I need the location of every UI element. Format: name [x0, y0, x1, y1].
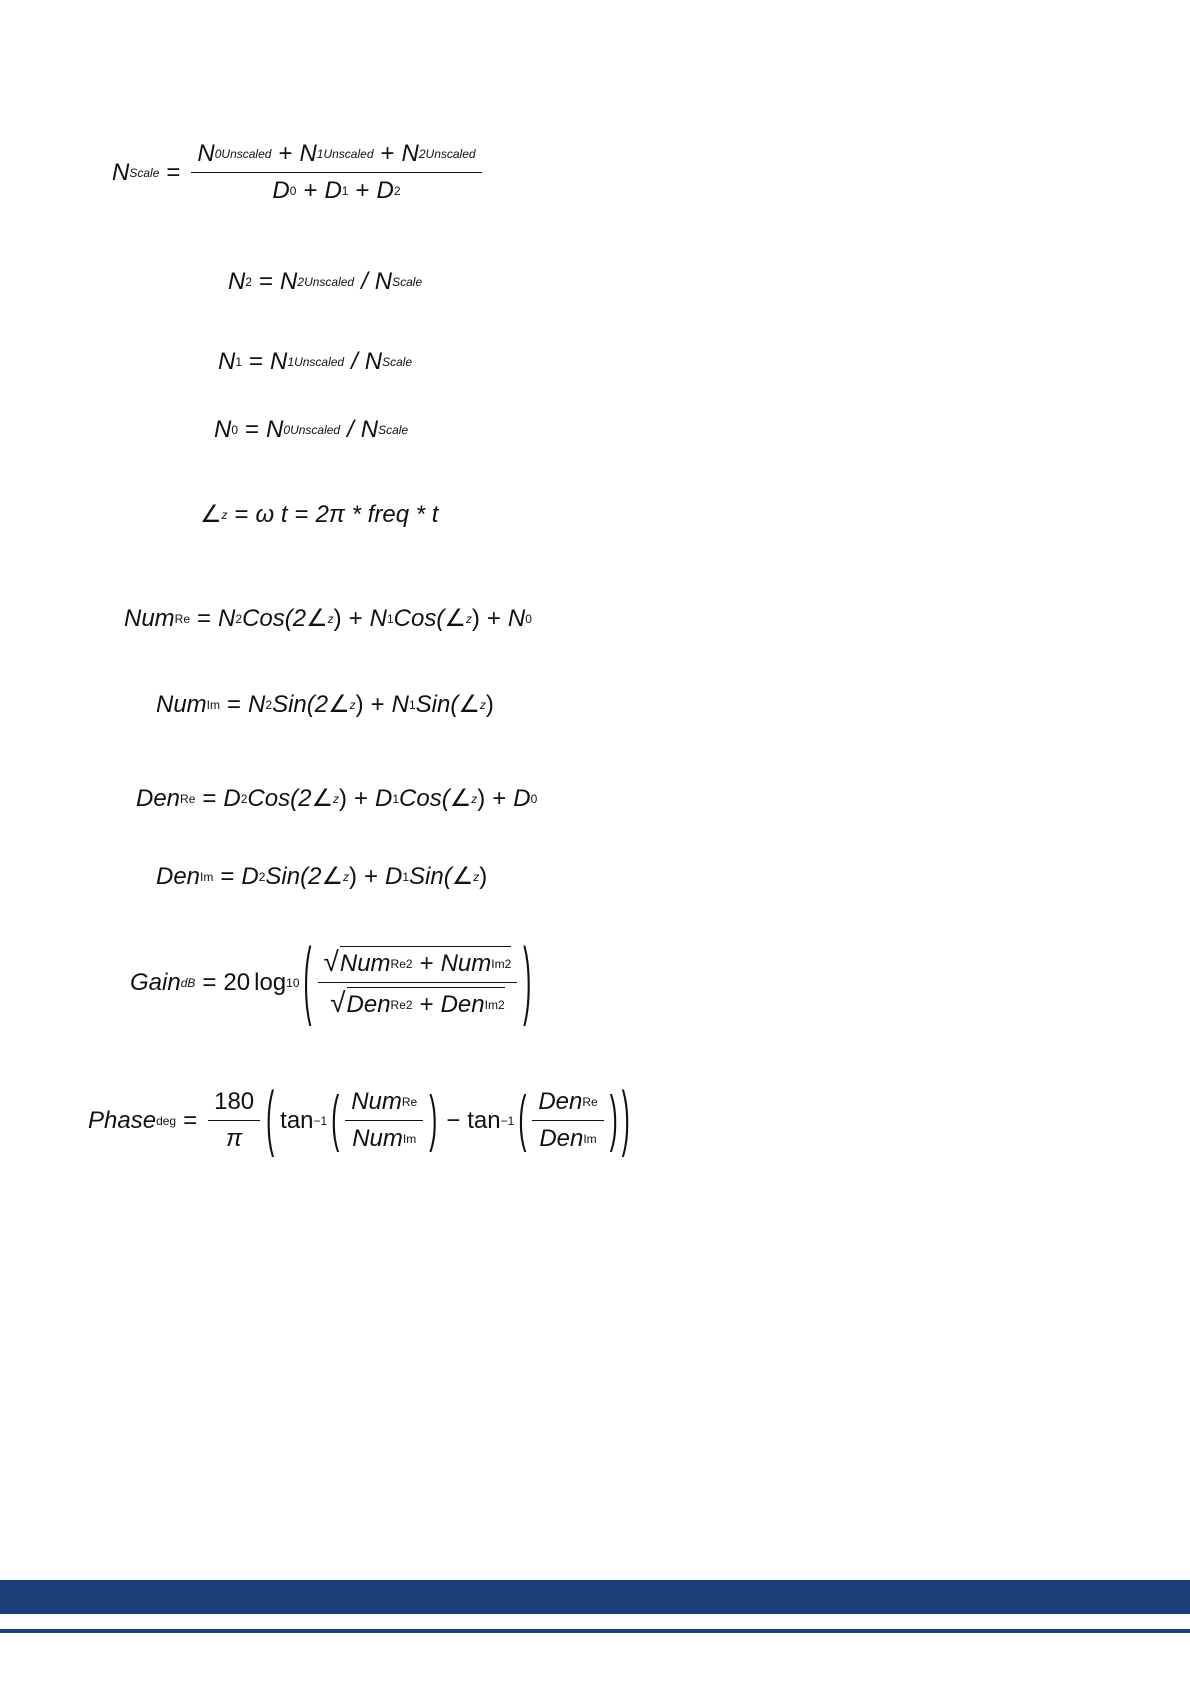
equation-gain: Gain dB = 20 log 10 ( √ Num Re 2 + Num Im 2 √ Den Re 2 + Den Im 2 )	[130, 932, 532, 1030]
equation-den-im: Den Im = D 2 Sin(2∠ z ) + D 1 Sin(∠ z )	[156, 862, 488, 890]
equation-den-re: Den Re = D 2 Cos(2∠ z ) + D 1 Cos(∠ z ) + D 0	[136, 784, 538, 812]
footer-rule	[0, 1629, 1190, 1633]
equation-angle: ∠ z = ω t = 2π * freq * t	[200, 500, 439, 528]
equation-n2: N 2 = N 2Unscaled / N Scale	[228, 268, 423, 295]
phase-scale-fraction: $\frac{180}{\pi}$	[208, 1088, 260, 1153]
phase-den-fraction: Den Re Den Im	[532, 1088, 603, 1153]
phase-num-fraction: Num Re Num Im	[345, 1088, 423, 1153]
equation-n1: N 1 = N 1Unscaled / N Scale	[218, 348, 413, 375]
equation-phase: Phase deg = $\frac{180}{\pi}$ ( tan −1 ( Num Re Num Im ) − tan −1 ( Den Re Den Im ) )	[88, 1078, 630, 1160]
equation-nscale: N Scale = N 0Unscaled + N 1Unscaled + N 2Unscaled D 0 + D 1 + D 2	[112, 140, 486, 205]
nscale-fraction: N 0Unscaled + N 1Unscaled + N 2Unscaled D 0 + D 1 + D 2	[191, 140, 481, 205]
equation-num-re: Num Re = N 2 Cos(2∠ z ) + N 1 Cos(∠ z ) + N 0	[124, 604, 532, 632]
footer-band	[0, 1580, 1190, 1614]
gain-fraction: √ Num Re 2 + Num Im 2 √ Den Re 2 + Den Im 2	[318, 946, 518, 1019]
equation-n0: N 0 = N 0Unscaled / N Scale	[214, 416, 409, 443]
equation-num-im: Num Im = N 2 Sin(2∠ z ) + N 1 Sin(∠ z )	[156, 690, 494, 718]
angle-icon: ∠	[200, 501, 222, 528]
